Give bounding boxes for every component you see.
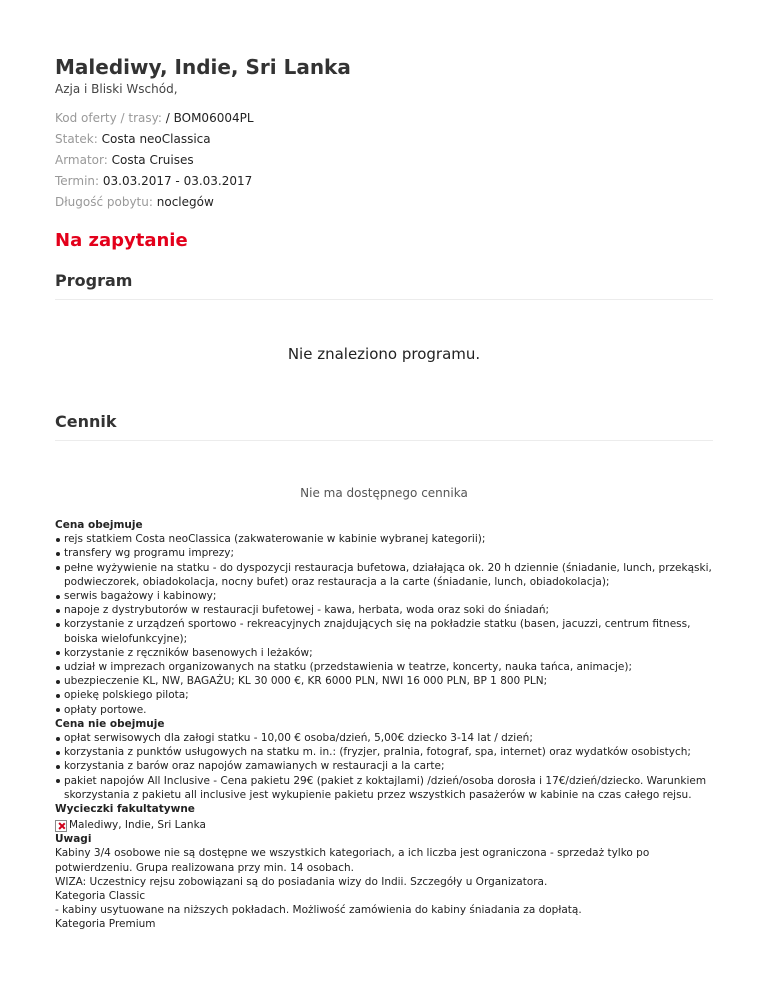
offer-code-label: Kod oferty / trasy: xyxy=(55,111,162,125)
pricelist-divider xyxy=(55,440,713,441)
duration-value: noclegów xyxy=(156,195,214,209)
list-item: napoje z dystrybutorów w restauracji bufetowej - kawa, herbata, woda oraz soki do śniadań; xyxy=(55,603,713,617)
offer-code-value: / BOM06004PL xyxy=(165,111,254,125)
page-title: Malediwy, Indie, Sri Lanka xyxy=(55,55,351,79)
list-item: transfery wg programu imprezy; xyxy=(55,546,713,560)
offer-terms xyxy=(55,518,713,932)
program-divider xyxy=(55,299,713,300)
list-item: korzystania z punktów usługowych na statku m. in.: (fryzjer, pralnia, fotograf, spa, internet) oraz wydatków osobistych; xyxy=(55,745,713,759)
list-item: opłaty portowe. xyxy=(55,703,713,717)
duration-label: Długość pobytu: xyxy=(55,195,153,209)
ship-label: Statek: xyxy=(55,132,98,146)
duration-row xyxy=(55,192,254,213)
region-text: Azja i Bliski Wschód, xyxy=(55,82,178,96)
excursion-image xyxy=(55,816,713,832)
excludes-list xyxy=(55,731,713,802)
notes-line: WIZA: Uczestnicy rejsu zobowiązani są do posiadania wizy do Indii. Szczegóły u Organizatora. xyxy=(55,875,548,888)
offer-details xyxy=(55,108,254,213)
operator-row xyxy=(55,150,254,171)
broken-image-icon xyxy=(55,820,67,832)
pricelist-heading: Cennik xyxy=(55,412,117,431)
list-item: opłat serwisowych dla załogi statku - 10,00 € osoba/dzień, 5,00€ dziecko 3-14 lat / dzień; xyxy=(55,731,713,745)
operator-label: Armator: xyxy=(55,153,108,167)
date-value: 03.03.2017 - 03.03.2017 xyxy=(102,174,253,188)
notes-line: - kabiny usytuowane na niższych pokładach. Możliwość zamówienia do kabiny śniadania za dopłatą. xyxy=(55,904,582,917)
date-row xyxy=(55,171,254,192)
program-empty-message: Nie znaleziono programu. xyxy=(287,345,481,363)
list-item: pełne wyżywienie na statku - do dyspozycji restauracja bufetowa, działająca ok. 20 h dziennie (śniadanie, lunch, przekąski, podwieczorek, obiadokolacja, nocny bufet) oraz restauracja a la carte (śniadanie, lunch, obiadokolacja); xyxy=(55,561,713,589)
excludes-heading: Cena nie obejmuje xyxy=(55,717,165,730)
list-item: korzystania z barów oraz napojów zamawianych w restauracji a la carte; xyxy=(55,759,713,773)
offer-code-row xyxy=(55,108,254,129)
price-label: Na zapytanie xyxy=(55,230,188,251)
notes-line: Kategoria Classic xyxy=(55,890,146,903)
ship-row xyxy=(55,129,254,150)
includes-list xyxy=(55,532,713,717)
excursion-image-alt: Malediwy, Indie, Sri Lanka xyxy=(69,819,206,832)
list-item: ubezpieczenie KL, NW, BAGAŻU; KL 30 000 €, KR 6000 PLN, NWI 16 000 PLN, BP 1 800 PLN; xyxy=(55,674,713,688)
operator-value: Costa Cruises xyxy=(111,153,194,167)
notes-line: Kategoria Premium xyxy=(55,918,156,931)
notes-heading: Uwagi xyxy=(55,833,92,846)
includes-heading: Cena obejmuje xyxy=(55,519,143,531)
list-item: opiekę polskiego pilota; xyxy=(55,688,713,702)
list-item: pakiet napojów All Inclusive - Cena pakietu 29€ (pakiet z koktajlami) /dzień/osoba dorosła i 17€/dzień/dziecko. Warunkiem skorzystania z pakietu all inclusive jest wykupienie pakietu przez wszystkich pasażerów w kabinie na czas całego rejsu. xyxy=(55,774,713,802)
pricelist-empty-message: Nie ma dostępnego cennika xyxy=(300,486,468,500)
program-heading: Program xyxy=(55,271,133,290)
list-item: rejs statkiem Costa neoClassica (zakwaterowanie w kabinie wybranej kategorii); xyxy=(55,532,713,546)
list-item: korzystanie z ręczników basenowych i leżaków; xyxy=(55,646,713,660)
excursions-heading: Wycieczki fakultatywne xyxy=(55,803,195,816)
list-item: udział w imprezach organizowanych na statku (przedstawienia w teatrze, koncerty, nauka tańca, animacje); xyxy=(55,660,713,674)
ship-value: Costa neoClassica xyxy=(101,132,211,146)
date-label: Termin: xyxy=(55,174,100,188)
list-item: korzystanie z urządzeń sportowo - rekreacyjnych znajdujących się na pokładzie statku (basen, jacuzzi, centrum fitness, boiska wielofunkcyjne); xyxy=(55,617,713,645)
notes-line: Kabiny 3/4 osobowe nie są dostępne we wszystkich kategoriach, a ich liczba jest ograniczona - sprzedaż tylko po potwierdzeniu. Grupa realizowana przy min. 14 osobach. xyxy=(55,847,650,874)
list-item: serwis bagażowy i kabinowy; xyxy=(55,589,713,603)
